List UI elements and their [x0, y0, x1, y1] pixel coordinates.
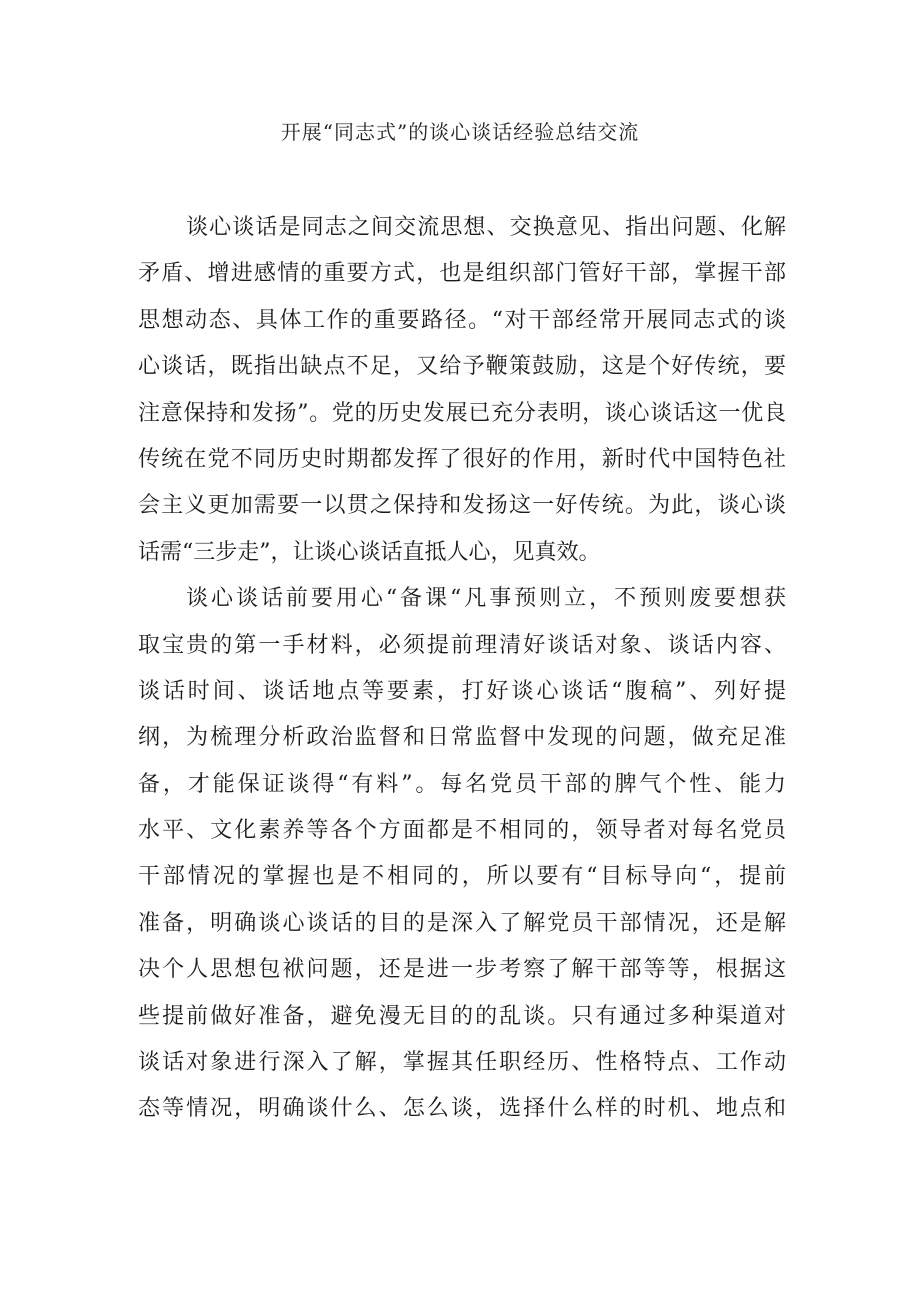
paragraph-line: 决个人思想包袱问题，还是进一步考察了解干部等等，根据这 — [138, 957, 786, 983]
paragraph-line: 些提前做好准备，避免漫无目的的乱谈。只有通过多种渠道对 — [138, 1003, 786, 1029]
paragraph-2 — [138, 576, 786, 1133]
paragraph-line: 话需“三步走”，让谈心谈话直抵人心，见真效。 — [138, 539, 601, 565]
paragraph-line: 矛盾、增进感情的重要方式，也是组织部门管好干部，掌握干部 — [138, 261, 786, 287]
paragraph-line: 干部情况的掌握也是不相同的，所以要有“目标导向“，提前 — [138, 864, 786, 890]
document-title: 开展“同志式”的谈心谈话经验总结交流 — [280, 120, 640, 144]
paragraph-line: 备，才能保证谈得“有料”。每名党员干部的脾气个性、能力 — [138, 771, 786, 797]
paragraph-line: 取宝贵的第一手材料，必须提前理清好谈话对象、谈话内容、 — [138, 632, 786, 658]
paragraph-1 — [138, 205, 786, 576]
paragraph-line: 态等情况，明确谈什么、怎么谈，选择什么样的时机、地点和 — [138, 1096, 786, 1122]
paragraph-line: 谈话对象进行深入了解，掌握其任职经历、性格特点、工作动 — [138, 1050, 786, 1076]
paragraph-line: 准备，明确谈心谈话的目的是深入了解党员干部情况，还是解 — [138, 910, 786, 936]
paragraph-line: 纲，为梳理分析政治监督和日常监督中发现的问题，做充足准 — [138, 725, 786, 751]
paragraph-line: 思想动态、具体工作的重要路径。“对干部经常开展同志式的谈 — [138, 307, 786, 333]
paragraph-line: 谈话时间、谈话地点等要素，打好谈心谈话“腹稿”、列好提 — [138, 678, 786, 704]
paragraph-line: 谈心谈话前要用心“备课“凡事预则立，不预则废要想获 — [186, 586, 786, 612]
paragraph-line: 水平、文化素养等各个方面都是不相同的，领导者对每名党员 — [138, 818, 786, 844]
paragraph-line: 传统在党不同历史时期都发挥了很好的作用，新时代中国特色社 — [138, 446, 786, 472]
paragraph-line: 注意保持和发扬”。党的历史发展已充分表明，谈心谈话这一优良 — [138, 400, 786, 426]
document-body — [138, 205, 786, 1133]
paragraph-line: 会主义更加需要一以贯之保持和发扬这一好传统。为此，谈心谈 — [138, 493, 786, 519]
paragraph-line: 谈心谈话是同志之间交流思想、交换意见、指出问题、化解 — [186, 215, 786, 240]
paragraph-line: 心谈话，既指出缺点不足，又给予鞭策鼓励，这是个好传统，要 — [138, 354, 786, 380]
